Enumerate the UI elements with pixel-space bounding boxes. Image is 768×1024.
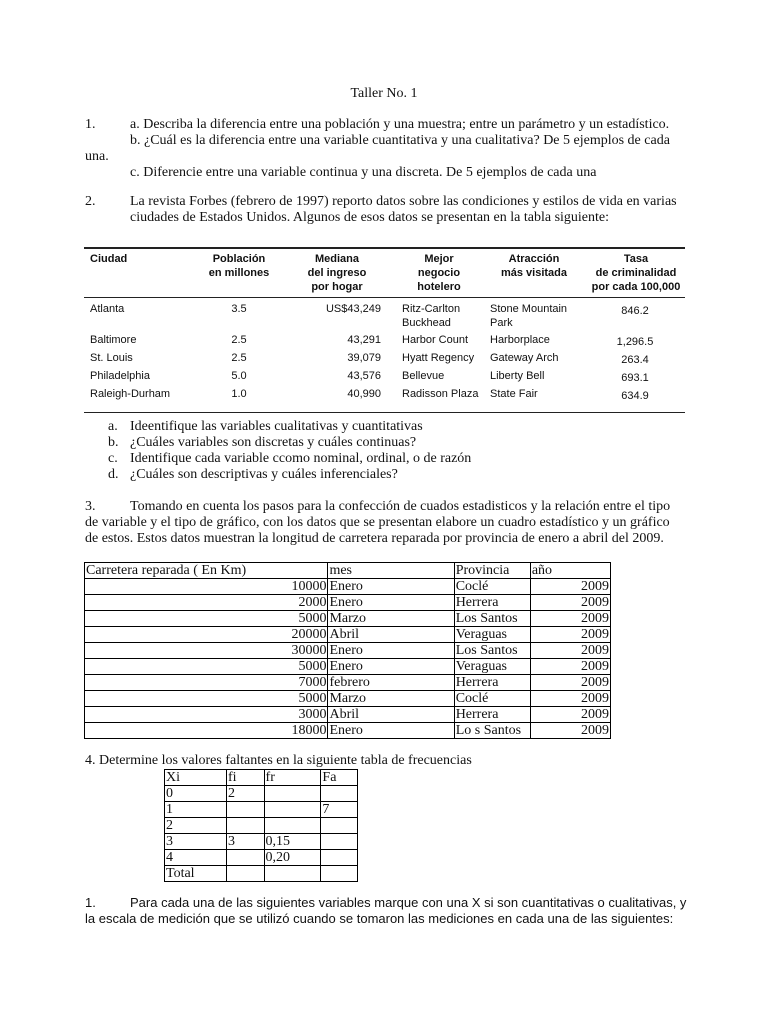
cell-fa	[321, 866, 358, 882]
cell-fa	[321, 834, 358, 850]
row-stlouis-tasa: 263.4	[621, 354, 649, 366]
row-atlanta-ciudad: Atlanta	[90, 303, 125, 315]
cell-provincia: Coclé	[454, 579, 530, 595]
cell-xi: 1	[165, 802, 227, 818]
header-tasa: Tasa de criminalidad por cada 100,000	[591, 253, 681, 293]
cell-fr: 0,20	[264, 850, 321, 866]
cell-xi: 3	[165, 834, 227, 850]
cell-fr	[264, 818, 321, 834]
cell-provincia: Los Santos	[454, 643, 530, 659]
cell-mes: Enero	[328, 659, 454, 675]
table-row	[85, 659, 611, 675]
carretera-table	[84, 562, 611, 739]
cell-fa	[321, 786, 358, 802]
header-fr: fr	[264, 770, 321, 786]
cell-fr	[264, 802, 321, 818]
row-stlouis-atraccion: Gateway Arch	[490, 352, 559, 364]
header-xi: Xi	[165, 770, 227, 786]
q3-number: 3.	[85, 499, 96, 514]
cell-ano: 2009	[530, 595, 610, 611]
row-raleigh-tasa: 634.9	[621, 390, 649, 402]
cell-xi: Total	[165, 866, 227, 882]
cell-ano: 2009	[530, 579, 610, 595]
cell-ano: 2009	[530, 611, 610, 627]
row-raleigh-ingreso: 40,990	[347, 388, 381, 400]
cell-fa: 7	[321, 802, 358, 818]
row-baltimore-atraccion: Harborplace	[490, 334, 550, 346]
q1-part-b: b. ¿Cuál es la diferencia entre una variable cuantitativa y una cualitativa? De 5 ejemplos de cada	[130, 133, 670, 148]
cell-ano: 2009	[530, 723, 610, 739]
table-header-row	[85, 563, 611, 579]
q2-text-line2: ciudades de Estados Unidos. Algunos de esos datos se presentan en la tabla siguiente:	[130, 210, 610, 225]
cell-ano: 2009	[530, 707, 610, 723]
cell-km: 18000	[85, 723, 328, 739]
q2-items	[108, 419, 471, 483]
page-title: Taller No. 1	[350, 86, 418, 101]
row-stlouis-poblacion: 2.5	[231, 352, 247, 364]
q2-item-a: a. Ideentifique las variables cualitativas y cuantitativas	[108, 419, 423, 434]
q4-title: 4. Determine los valores faltantes en la siguiente tabla de frecuencias	[85, 753, 472, 768]
q1-part-b-continued: una.	[85, 149, 109, 164]
cell-km: 2000	[85, 595, 328, 611]
header-hotel: Mejor negocio hotelero	[417, 253, 461, 293]
q3-text-line2: de variable y el tipo de gráfico, con los datos que se presentan elabore un cuadro estadístico y un gráfico	[85, 515, 670, 530]
header-ciudad: Ciudad	[90, 253, 128, 265]
cell-ano: 2009	[530, 659, 610, 675]
row-philadelphia-ingreso: 43,576	[347, 370, 381, 382]
row-atlanta-atraccion: Stone Mountain Park	[490, 303, 568, 329]
cell-provincia: Veraguas	[454, 627, 530, 643]
table-row	[85, 723, 611, 739]
q5-number: 1.	[85, 895, 96, 910]
cell-mes: Enero	[328, 643, 454, 659]
cell-mes: Abril	[328, 627, 454, 643]
header-mes: mes	[328, 563, 454, 579]
cell-ano: 2009	[530, 675, 610, 691]
row-philadelphia-hotel: Bellevue	[402, 370, 445, 382]
cell-mes: Enero	[328, 595, 454, 611]
cell-provincia: Herrera	[454, 675, 530, 691]
q5-text-line2: la escala de medición que se utilizó cuando se tomaron las mediciones en cada una de las siguientes:	[85, 911, 674, 926]
row-stlouis-ingreso: 39,079	[347, 352, 381, 364]
cell-xi: 4	[165, 850, 227, 866]
table-rule-bottom	[84, 412, 685, 413]
cell-ano: 2009	[530, 627, 610, 643]
row-raleigh-poblacion: 1.0	[231, 388, 247, 400]
table-row	[165, 866, 358, 882]
forbes-table	[84, 247, 685, 417]
cell-fi	[226, 818, 264, 834]
table-rule-header	[84, 297, 685, 298]
row-baltimore-tasa: 1,296.5	[616, 336, 654, 348]
row-philadelphia-tasa: 693.1	[621, 372, 649, 384]
cell-fr	[264, 866, 321, 882]
cell-provincia: Los Santos	[454, 611, 530, 627]
cell-fi: 2	[226, 786, 264, 802]
table-row	[165, 818, 358, 834]
row-philadelphia-poblacion: 5.0	[231, 370, 247, 382]
row-philadelphia-ciudad: Philadelphia	[90, 370, 150, 382]
table-row	[85, 579, 611, 595]
row-raleigh-ciudad: Raleigh-Durham	[90, 388, 171, 400]
table-row	[85, 627, 611, 643]
cell-km: 3000	[85, 707, 328, 723]
header-fi: fi	[226, 770, 264, 786]
cell-provincia: Coclé	[454, 691, 530, 707]
q2-item-b: b. ¿Cuáles variables son discretas y cuáles continuas?	[108, 435, 417, 450]
cell-provincia: Herrera	[454, 595, 530, 611]
row-stlouis-hotel: Hyatt Regency	[402, 352, 475, 364]
table-row	[85, 611, 611, 627]
table-row	[165, 802, 358, 818]
cell-km: 5000	[85, 659, 328, 675]
table-row	[165, 834, 358, 850]
cell-fr	[264, 786, 321, 802]
cell-provincia: Herrera	[454, 707, 530, 723]
frequency-table	[164, 769, 358, 882]
q1-number: 1.	[85, 117, 96, 132]
row-stlouis-ciudad: St. Louis	[90, 352, 133, 364]
header-mediana: Mediana del ingreso por hogar	[307, 253, 367, 293]
q1-part-a: a. Describa la diferencia entre una población y una muestra; entre un parámetro y un estadístico.	[130, 117, 670, 132]
cell-mes: Abril	[328, 707, 454, 723]
cell-provincia: Lo s Santos	[454, 723, 530, 739]
row-raleigh-hotel: Radisson Plaza	[402, 388, 479, 400]
table-row	[85, 707, 611, 723]
cell-fi: 3	[226, 834, 264, 850]
cell-km: 30000	[85, 643, 328, 659]
row-baltimore-ingreso: 43,291	[347, 334, 381, 346]
cell-mes: febrero	[328, 675, 454, 691]
table-row	[85, 643, 611, 659]
header-carretera: Carretera reparada ( En Km)	[85, 563, 328, 579]
q2-text-line1: La revista Forbes (febrero de 1997) reporto datos sobre las condiciones y estilos de vida en varias	[130, 194, 677, 209]
cell-provincia: Veraguas	[454, 659, 530, 675]
header-ano: año	[530, 563, 610, 579]
cell-fi	[226, 866, 264, 882]
table-row	[85, 675, 611, 691]
table-header-row	[165, 770, 358, 786]
row-atlanta-hotel: Ritz-Carlton Buckhead	[402, 303, 461, 329]
cell-xi: 2	[165, 818, 227, 834]
q1-part-c: c. Diferencie entre una variable continua y una discreta. De 5 ejemplos de cada una	[130, 165, 597, 180]
cell-km: 5000	[85, 611, 328, 627]
row-atlanta-poblacion: 3.5	[231, 303, 247, 315]
cell-mes: Marzo	[328, 691, 454, 707]
cell-fi	[226, 802, 264, 818]
cell-mes: Marzo	[328, 611, 454, 627]
cell-mes: Enero	[328, 723, 454, 739]
row-atlanta-tasa: 846.2	[621, 305, 649, 317]
cell-km: 20000	[85, 627, 328, 643]
row-baltimore-ciudad: Baltimore	[90, 334, 137, 346]
cell-km: 5000	[85, 691, 328, 707]
q2-item-c: c. Identifique cada variable ccomo nominal, ordinal, o de razón	[108, 451, 472, 466]
q3-text-line3: de estos. Estos datos muestran la longitud de carretera reparada por provincia de enero a abril del 2009.	[85, 531, 664, 546]
row-atlanta-ingreso: US$43,249	[325, 303, 381, 315]
header-atraccion: Atracción más visitada	[500, 253, 568, 279]
cell-ano: 2009	[530, 643, 610, 659]
row-baltimore-hotel: Harbor Count	[402, 334, 469, 346]
cell-xi: 0	[165, 786, 227, 802]
cell-km: 10000	[85, 579, 328, 595]
q5-text-line1: Para cada una de las siguientes variables marque con una X si son cuantitativas o cualitativas, y	[130, 895, 687, 910]
row-philadelphia-atraccion: Liberty Bell	[490, 370, 545, 382]
table-row	[165, 850, 358, 866]
cell-fa	[321, 818, 358, 834]
q2-item-d: d. ¿Cuáles son descriptivas y cuáles inferenciales?	[108, 467, 398, 482]
cell-ano: 2009	[530, 691, 610, 707]
table-rule-top	[84, 247, 685, 249]
q3-text-line1: Tomando en cuenta los pasos para la confección de cuados estadisticos y la relación entre el tipo	[130, 499, 671, 514]
header-provincia: Provincia	[454, 563, 530, 579]
q2-number: 2.	[85, 194, 96, 209]
cell-fi	[226, 850, 264, 866]
header-poblacion: Población en millones	[208, 253, 270, 279]
table-row	[165, 786, 358, 802]
row-baltimore-poblacion: 2.5	[231, 334, 247, 346]
table-row	[85, 691, 611, 707]
cell-fa	[321, 850, 358, 866]
cell-mes: Enero	[328, 579, 454, 595]
cell-fr: 0,15	[264, 834, 321, 850]
table-row	[85, 595, 611, 611]
row-raleigh-atraccion: State Fair	[490, 388, 538, 400]
cell-km: 7000	[85, 675, 328, 691]
header-fa: Fa	[321, 770, 358, 786]
